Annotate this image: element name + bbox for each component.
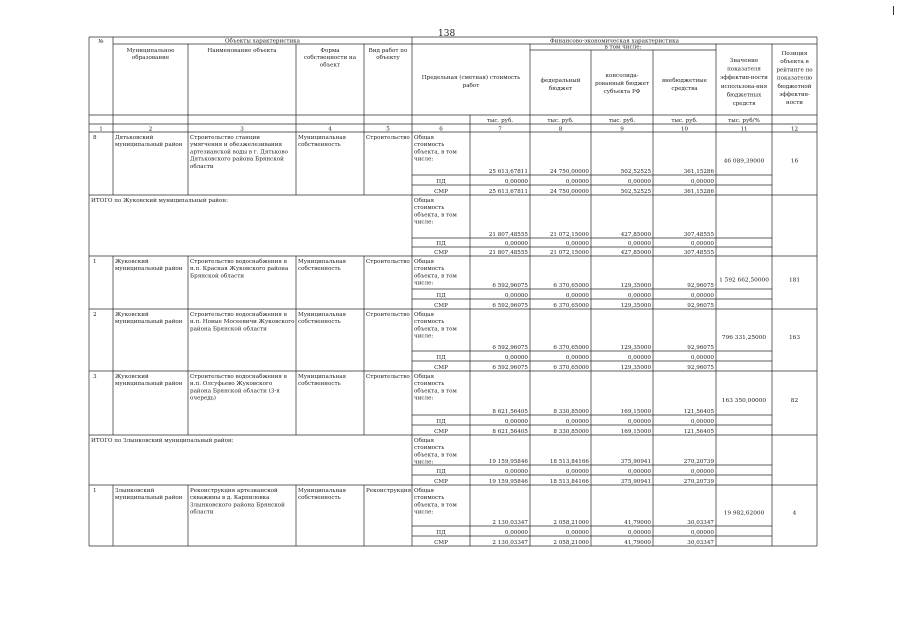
unit-label: тыс. руб/% [728, 118, 760, 124]
general-cost-label: Общая [414, 312, 435, 318]
smr-value: 6 592,96075 [492, 365, 528, 371]
general-cost-label: стоимость [414, 319, 445, 326]
pd-value: 0,00000 [627, 530, 651, 536]
smr-label: СМР [434, 303, 448, 309]
municipality-header: образование [131, 55, 170, 62]
pd-value: 0,00000 [627, 179, 651, 185]
smr-value: 21 072,15000 [549, 250, 589, 256]
municipality-header: Муниципальное [126, 48, 175, 54]
total-value: 2 058,21000 [553, 520, 589, 526]
cost-header: работ [462, 83, 480, 89]
rank-value: 181 [788, 277, 801, 284]
municipality-cell: муниципальный район [115, 381, 183, 388]
indicator-header: использова-ния [720, 83, 768, 90]
indicator-value: 796 331,25000 [721, 335, 767, 341]
general-cost-label: стоимость [414, 495, 445, 502]
incl-header: в том числе: [604, 44, 642, 51]
pd-label: ПД [436, 355, 446, 361]
column-number: 11 [740, 126, 748, 133]
general-cost-label: стоимость [414, 205, 445, 212]
general-cost-label: Общая [414, 374, 435, 380]
total-value: 19 159,95846 [488, 459, 528, 465]
smr-value: 129,35000 [620, 303, 651, 309]
object-name-cell: Реконструкция артезианской [190, 488, 278, 494]
rank-value: 4 [792, 510, 797, 517]
municipality-cell: Жуковский [115, 259, 149, 265]
rank-header: эффектив- [779, 92, 810, 98]
general-cost-label: объекта, в том [414, 149, 457, 156]
total-value: 21 072,15000 [549, 232, 589, 238]
total-value: 361,15286 [683, 169, 714, 175]
object-name-cell: н.п. Олсуфьево Жуковского [190, 381, 273, 388]
ownership-cell: Муниципальная [298, 312, 347, 318]
general-cost-label: числе: [414, 333, 434, 340]
ownership-cell: Муниципальная [298, 488, 347, 494]
ownership-header: объект [319, 62, 341, 69]
object-name-cell: артезианской воды в г. Дятьково [190, 149, 288, 156]
smr-value: 2 130,03347 [492, 540, 528, 546]
unit-label: тыс. руб. [486, 118, 514, 124]
indicator-header: средств [732, 101, 756, 107]
ownership-cell: собственность [298, 381, 341, 388]
row-number: 2 [93, 312, 97, 318]
rank-header: бюджетной [777, 83, 812, 90]
municipality-cell: Жуковский [115, 374, 149, 380]
rank-header: ности [785, 100, 804, 107]
total-value: 92,96075 [687, 345, 714, 351]
column-number: 9 [620, 126, 624, 133]
smr-value: 41,79000 [624, 540, 651, 546]
column-number: 2 [148, 126, 153, 133]
general-cost-label: числе: [414, 459, 434, 466]
column-number: 7 [498, 126, 502, 133]
indicator-header: эффектив-ности [720, 75, 768, 82]
ownership-header: собственности на [303, 55, 357, 62]
unit-label: тыс. руб. [671, 118, 698, 124]
total-value: 375,90941 [620, 459, 651, 465]
smr-value: 361,15286 [683, 189, 714, 195]
pd-value: 0,00000 [690, 355, 714, 361]
pd-label: ПД [436, 241, 446, 247]
general-cost-label: объекта, в том [414, 452, 457, 459]
object-name-cell: скважины в д. Карпиловка [190, 495, 270, 502]
pd-label: ПД [436, 419, 446, 425]
pd-value: 0,00000 [627, 293, 651, 299]
object-name-cell: Злынковского района Брянской [190, 502, 285, 509]
work-type-header: объекту [376, 55, 400, 62]
general-cost-label: Общая [414, 488, 435, 494]
municipality-cell: Злынковский [115, 488, 155, 494]
rank-header: рейтинге по [776, 67, 813, 74]
smr-value: 502,52525 [620, 189, 651, 195]
federal-header: бюджет [548, 86, 573, 92]
smr-value: 18 513,84166 [549, 479, 589, 485]
smr-label: СМР [434, 429, 448, 435]
column-number: 3 [240, 126, 244, 133]
total-value: 24 750,00000 [549, 169, 589, 175]
object-name-cell: Брянской области [190, 273, 245, 280]
smr-value: 8 330,85000 [553, 429, 589, 435]
row-number: 3 [93, 374, 97, 380]
total-value: 92,96075 [687, 283, 714, 289]
object-name-cell: области [190, 509, 214, 516]
column-number: 12 [790, 126, 799, 133]
ownership-cell: Муниципальная [298, 374, 347, 380]
rank-header: показателю [776, 75, 813, 82]
total-value: 129,35000 [620, 283, 651, 289]
general-cost-label: объекта, в том [414, 326, 457, 333]
pd-label: ПД [436, 293, 446, 299]
general-cost-label: Общая [414, 259, 435, 265]
smr-value: 375,90941 [620, 479, 651, 485]
pd-value: 0,00000 [565, 419, 589, 425]
total-value: 502,52525 [620, 169, 651, 175]
ownership-cell: собственность [298, 266, 341, 273]
general-cost-label: числе: [414, 395, 434, 402]
pd-value: 0,00000 [690, 419, 714, 425]
finance-group-header: Финансово-экономическая характеристика [550, 38, 679, 45]
smr-value: 6 370,65000 [553, 365, 589, 371]
pd-value: 0,00000 [690, 530, 714, 536]
object-name-cell: умягчения и обезжелезивания [190, 142, 283, 149]
object-name-cell: Строительство водоснабжения в [190, 259, 287, 265]
pd-value: 0,00000 [565, 179, 589, 185]
consolidated-header: рованный бюджет [594, 81, 650, 87]
total-value: 21 807,48555 [488, 232, 528, 238]
general-cost-label: числе: [414, 509, 434, 516]
general-cost-label: числе: [414, 219, 434, 226]
column-number: 1 [99, 126, 103, 133]
work-type-cell: Строительство [366, 312, 410, 318]
indicator-value: 19 982,62000 [723, 510, 765, 517]
object-name-cell: района Брянской области (3-я [190, 388, 280, 395]
row-number: 8 [93, 135, 97, 141]
column-number: 10 [680, 126, 689, 133]
smr-value: 307,48555 [683, 250, 714, 256]
pd-value: 0,00000 [504, 293, 528, 299]
ownership-cell: собственность [298, 495, 341, 502]
pd-value: 0,00000 [565, 293, 589, 299]
indicator-value: 1 592 662,50000 [719, 277, 769, 284]
rank-value: 16 [790, 158, 799, 165]
total-value: 25 613,67811 [488, 169, 528, 175]
federal-header: федеральный [540, 78, 581, 84]
indicator-header: бюджетных [726, 92, 762, 99]
objects-group-header: Объекты характеристика [224, 38, 301, 45]
unit-label: тыс. руб. [608, 118, 636, 124]
object-name-cell: н.п. Красная Жуковского района [190, 266, 289, 273]
col-no-header: № [98, 39, 104, 45]
unit-label: тыс. руб. [547, 118, 574, 124]
work-type-cell: Реконструкция [366, 488, 412, 494]
pd-value: 0,00000 [690, 241, 714, 247]
smr-value: 121,56405 [683, 429, 714, 435]
municipality-cell: муниципальный район [115, 266, 183, 273]
general-cost-label: объекта, в том [414, 212, 457, 219]
general-cost-label: стоимость [414, 266, 445, 273]
row-number: 1 [93, 488, 97, 494]
ownership-cell: собственность [298, 319, 341, 326]
smr-label: СМР [434, 250, 448, 256]
rank-header: Позиция [781, 51, 808, 57]
total-value: 169,15000 [620, 409, 651, 415]
indicator-header: показателя [727, 66, 761, 73]
pd-value: 0,00000 [504, 355, 528, 361]
smr-value: 92,96075 [687, 365, 714, 371]
pd-value: 0,00000 [690, 179, 714, 185]
column-number: 8 [558, 126, 563, 133]
smr-value: 25 613,67811 [488, 189, 528, 195]
municipality-cell: муниципальный район [115, 319, 183, 326]
general-cost-label: объекта, в том [414, 273, 457, 280]
smr-label: СМР [434, 540, 448, 546]
page-number: 138 [438, 29, 456, 39]
total-value: 8 621,56405 [492, 409, 528, 415]
smr-value: 24 750,00000 [549, 189, 589, 195]
object-name-header: Наименование объекта [207, 48, 277, 54]
smr-label: СМР [434, 189, 448, 195]
municipality-cell: Жуковский [115, 312, 149, 318]
object-name-cell: Строительство станции [190, 135, 260, 141]
object-name-cell: Дятьковского района Брянской [190, 156, 284, 163]
ownership-cell: Муниципальная [298, 259, 347, 265]
district-total-title: ИТОГО по Жуковский муниципальный район: [91, 198, 228, 204]
total-value: 41,79000 [624, 520, 651, 526]
cost-header: Предельная (сметная) стоимость [421, 75, 521, 81]
pd-value: 0,00000 [627, 355, 651, 361]
district-total-title: ИТОГО по Злынковский муниципальный район: [91, 438, 234, 444]
general-cost-label: Общая [414, 198, 435, 204]
pd-value: 0,00000 [504, 530, 528, 536]
consolidated-header: консолида- [605, 73, 639, 79]
smr-value: 270,20739 [683, 479, 714, 485]
extra-header: внебюджетные [662, 78, 707, 84]
total-value: 8 330,85000 [553, 409, 589, 415]
column-number: 5 [386, 126, 390, 133]
ownership-cell: собственность [298, 142, 341, 149]
ownership-cell: Муниципальная [298, 135, 347, 141]
general-cost-label: объекта, в том [414, 388, 457, 395]
pd-label: ПД [436, 469, 446, 475]
work-type-cell: Строительство [366, 135, 410, 141]
indicator-header: Значение [729, 58, 759, 64]
smr-value: 30,03347 [687, 540, 714, 546]
pd-value: 0,00000 [565, 530, 589, 536]
pd-value: 0,00000 [504, 241, 528, 247]
total-value: 6 592,96075 [492, 283, 528, 289]
rank-header: объекта в [780, 59, 809, 66]
rank-value: 82 [790, 398, 799, 404]
total-value: 6 370,65000 [553, 283, 589, 289]
smr-value: 21 807,48555 [488, 250, 528, 256]
pd-value: 0,00000 [565, 241, 589, 247]
general-cost-label: числе: [414, 156, 434, 163]
smr-value: 6 592,96075 [492, 303, 528, 309]
total-value: 427,85000 [620, 232, 651, 238]
total-value: 129,35000 [620, 345, 651, 351]
ownership-header: Форма [320, 48, 340, 54]
pd-value: 0,00000 [690, 469, 714, 475]
total-value: 270,20739 [683, 459, 714, 465]
pd-value: 0,00000 [690, 293, 714, 299]
general-cost-label: Общая [414, 135, 435, 141]
smr-value: 2 058,21000 [553, 540, 589, 546]
pd-value: 0,00000 [504, 469, 528, 475]
extra-header: средства [671, 86, 698, 92]
smr-value: 92,96075 [687, 303, 714, 309]
total-value: 6 592,96075 [492, 345, 528, 351]
work-type-cell: Строительство [366, 259, 410, 265]
object-name-cell: н.п. Новые Мосеевичи Жуковского [190, 319, 295, 326]
rank-value: 163 [788, 335, 801, 341]
smr-label: СМР [434, 479, 448, 485]
pd-label: ПД [436, 530, 446, 536]
pd-value: 0,00000 [627, 419, 651, 425]
general-cost-label: Общая [414, 438, 435, 444]
object-name-cell: очередь) [190, 395, 216, 402]
municipality-cell: муниципальный район [115, 142, 183, 149]
smr-label: СМР [434, 365, 448, 371]
object-name-cell: Строительство водоснабжения в [190, 312, 287, 318]
smr-value: 8 621,56405 [492, 429, 528, 435]
pd-value: 0,00000 [504, 419, 528, 425]
municipality-cell: Дятьковский [115, 135, 154, 141]
total-value: 2 130,03347 [492, 520, 528, 526]
indicator-value: 163 350,00000 [721, 398, 767, 404]
smr-value: 169,15000 [620, 429, 651, 435]
total-value: 30,03347 [687, 520, 714, 526]
general-cost-label: стоимость [414, 381, 445, 388]
smr-value: 19 159,95846 [488, 479, 528, 485]
pd-value: 0,00000 [627, 241, 651, 247]
object-name-cell: области [190, 163, 214, 170]
total-value: 307,48555 [683, 232, 714, 238]
total-value: 6 370,65000 [553, 345, 589, 351]
smr-value: 427,85000 [620, 250, 651, 256]
work-type-cell: Строительство [366, 374, 410, 380]
column-number: 4 [328, 126, 332, 133]
general-cost-label: стоимость [414, 445, 445, 452]
pd-value: 0,00000 [504, 179, 528, 185]
pd-value: 0,00000 [565, 469, 589, 475]
smr-value: 129,35000 [620, 365, 651, 371]
pd-value: 0,00000 [565, 355, 589, 361]
general-cost-label: стоимость [414, 142, 445, 149]
indicator-value: 46 089,39000 [723, 158, 765, 165]
work-type-header: Вид работ по [368, 48, 408, 54]
consolidated-header: субъекта РФ [603, 89, 641, 95]
column-number: 6 [439, 126, 443, 133]
general-cost-label: числе: [414, 280, 434, 287]
municipality-cell: муниципальный район [115, 495, 183, 502]
object-name-cell: района Брянской области [190, 326, 267, 333]
smr-value: 6 370,65000 [553, 303, 589, 309]
pd-value: 0,00000 [627, 469, 651, 475]
total-value: 18 513,84166 [549, 459, 589, 465]
total-value: 121,56405 [683, 409, 714, 415]
row-number: 1 [93, 259, 97, 265]
pd-label: ПД [436, 179, 446, 185]
general-cost-label: объекта, в том [414, 502, 457, 509]
object-name-cell: Строительство водоснабжения в [190, 374, 287, 380]
